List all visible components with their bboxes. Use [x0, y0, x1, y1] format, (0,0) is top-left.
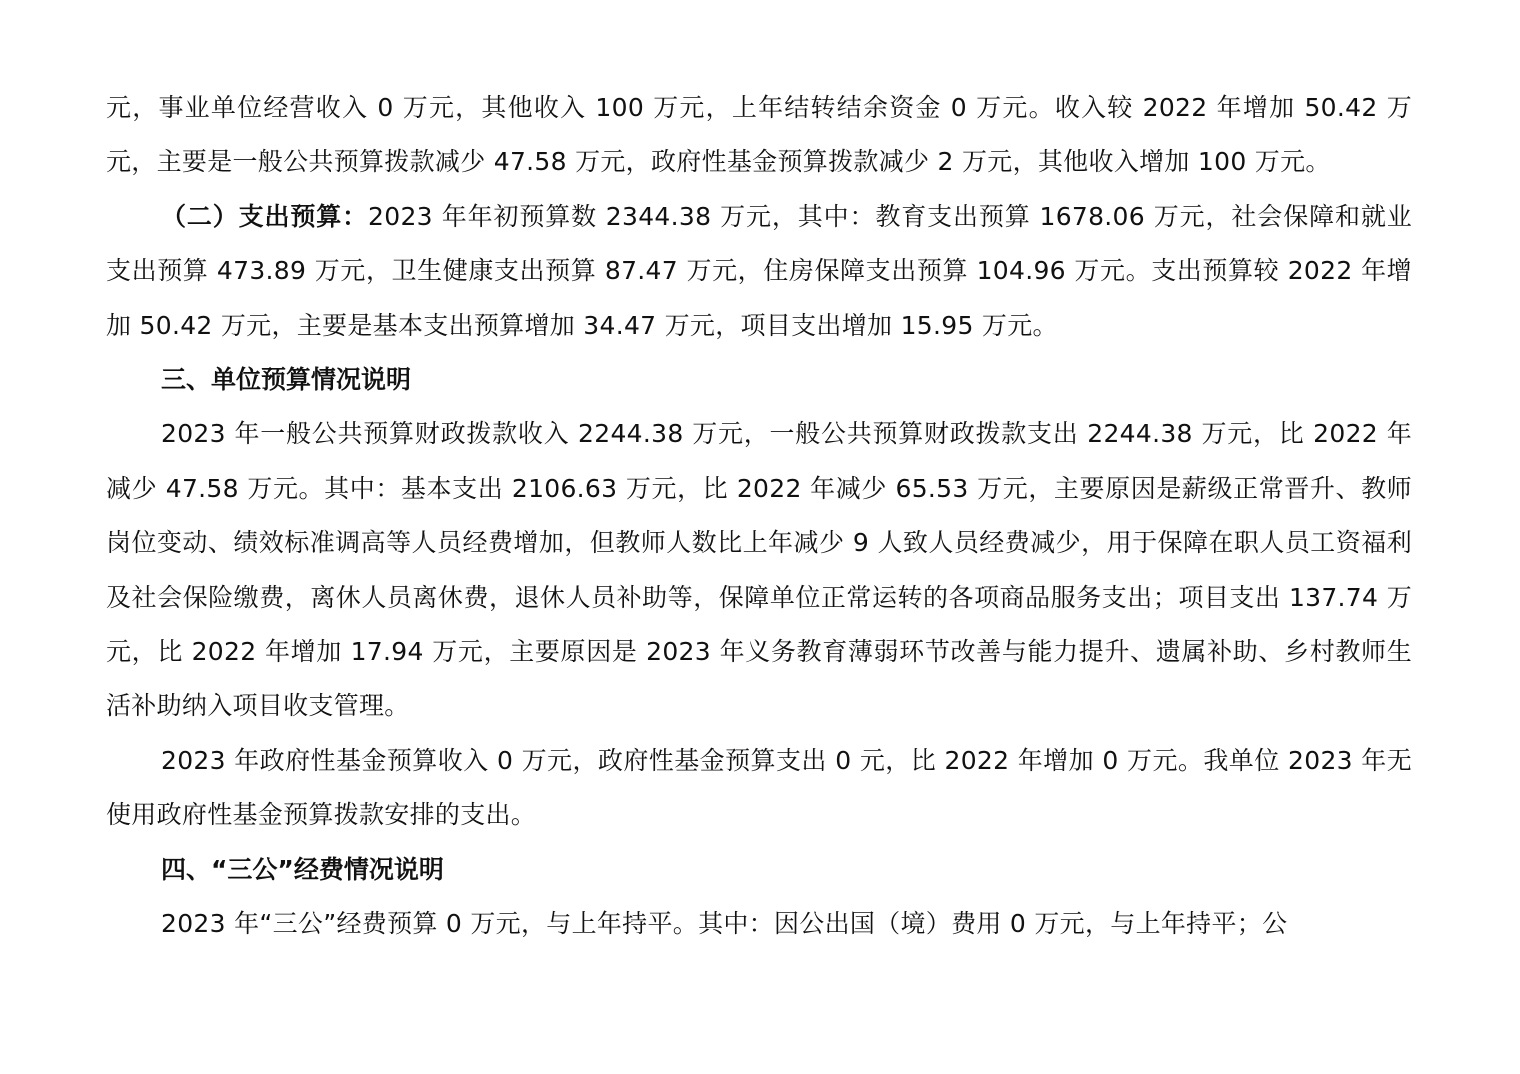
paragraph-three-public-expenses: 2023 年“三公”经费预算 0 万元，与上年持平。其中：因公出国（境）费用 0 万元，与上年持平；公	[161, 909, 1288, 939]
section-heading-unit-budget: 三、单位预算情况说明	[161, 365, 412, 395]
paragraph-expenditure-budget	[106, 190, 1412, 353]
paragraph-government-fund-budget: 2023 年政府性基金预算收入 0 万元，政府性基金预算支出 0 元，比 2022 年增加 0 万元。我单位 2023 年无使用政府性基金预算拨款安排的支出。	[106, 745, 1412, 830]
section-heading-three-public-expenses: 四、“三公”经费情况说明	[161, 854, 444, 884]
expenditure-budget-text: 2023 年年初预算数 2344.38 万元，其中：教育支出预算 1678.06 万元，社会保障和就业支出预算 473.89 万元，卫生健康支出预算 87.47 万元，住房保障支出预算 104.96 万元。支出预算较 2022 年增加 50.42 万元，主要是基本支出预算增加 34.47 万元，项目支出增加 15.95 万元。	[106, 201, 1413, 340]
paragraph-general-public-budget: 2023 年一般公共预算财政拨款收入 2244.38 万元，一般公共预算财政拨款支出 2244.38 万元，比 2022 年减少 47.58 万元。其中：基本支出 2106.63 万元，比 2022 年减少 65.53 万元，主要原因是薪级正常晋升、教师岗位变动、绩效标准调高等人员经费增加，但教师人数比上年减少 9 人致人员经费减少，用于保障在职人员工资福利及社会保险缴费，离休人员离休费，退休人员补助等，保障单位正常运转的各项商品服务支出；项目支出 137.74 万元，比 2022 年增加 17.94 万元，主要原因是 2023 年义务教育薄弱环节改善与能力提升、遗属补助、乡村教师生活补助纳入项目收支管理。	[106, 419, 1413, 721]
paragraph-income-budget: 元，事业单位经营收入 0 万元，其他收入 100 万元，上年结转结余资金 0 万元。收入较 2022 年增加 50.42 万元，主要是一般公共预算拨款减少 47.58 万元，政府性基金预算拨款减少 2 万元，其他收入增加 100 万元。	[106, 93, 1412, 177]
subsection-title-expenditure: （二）支出预算：	[161, 201, 369, 231]
